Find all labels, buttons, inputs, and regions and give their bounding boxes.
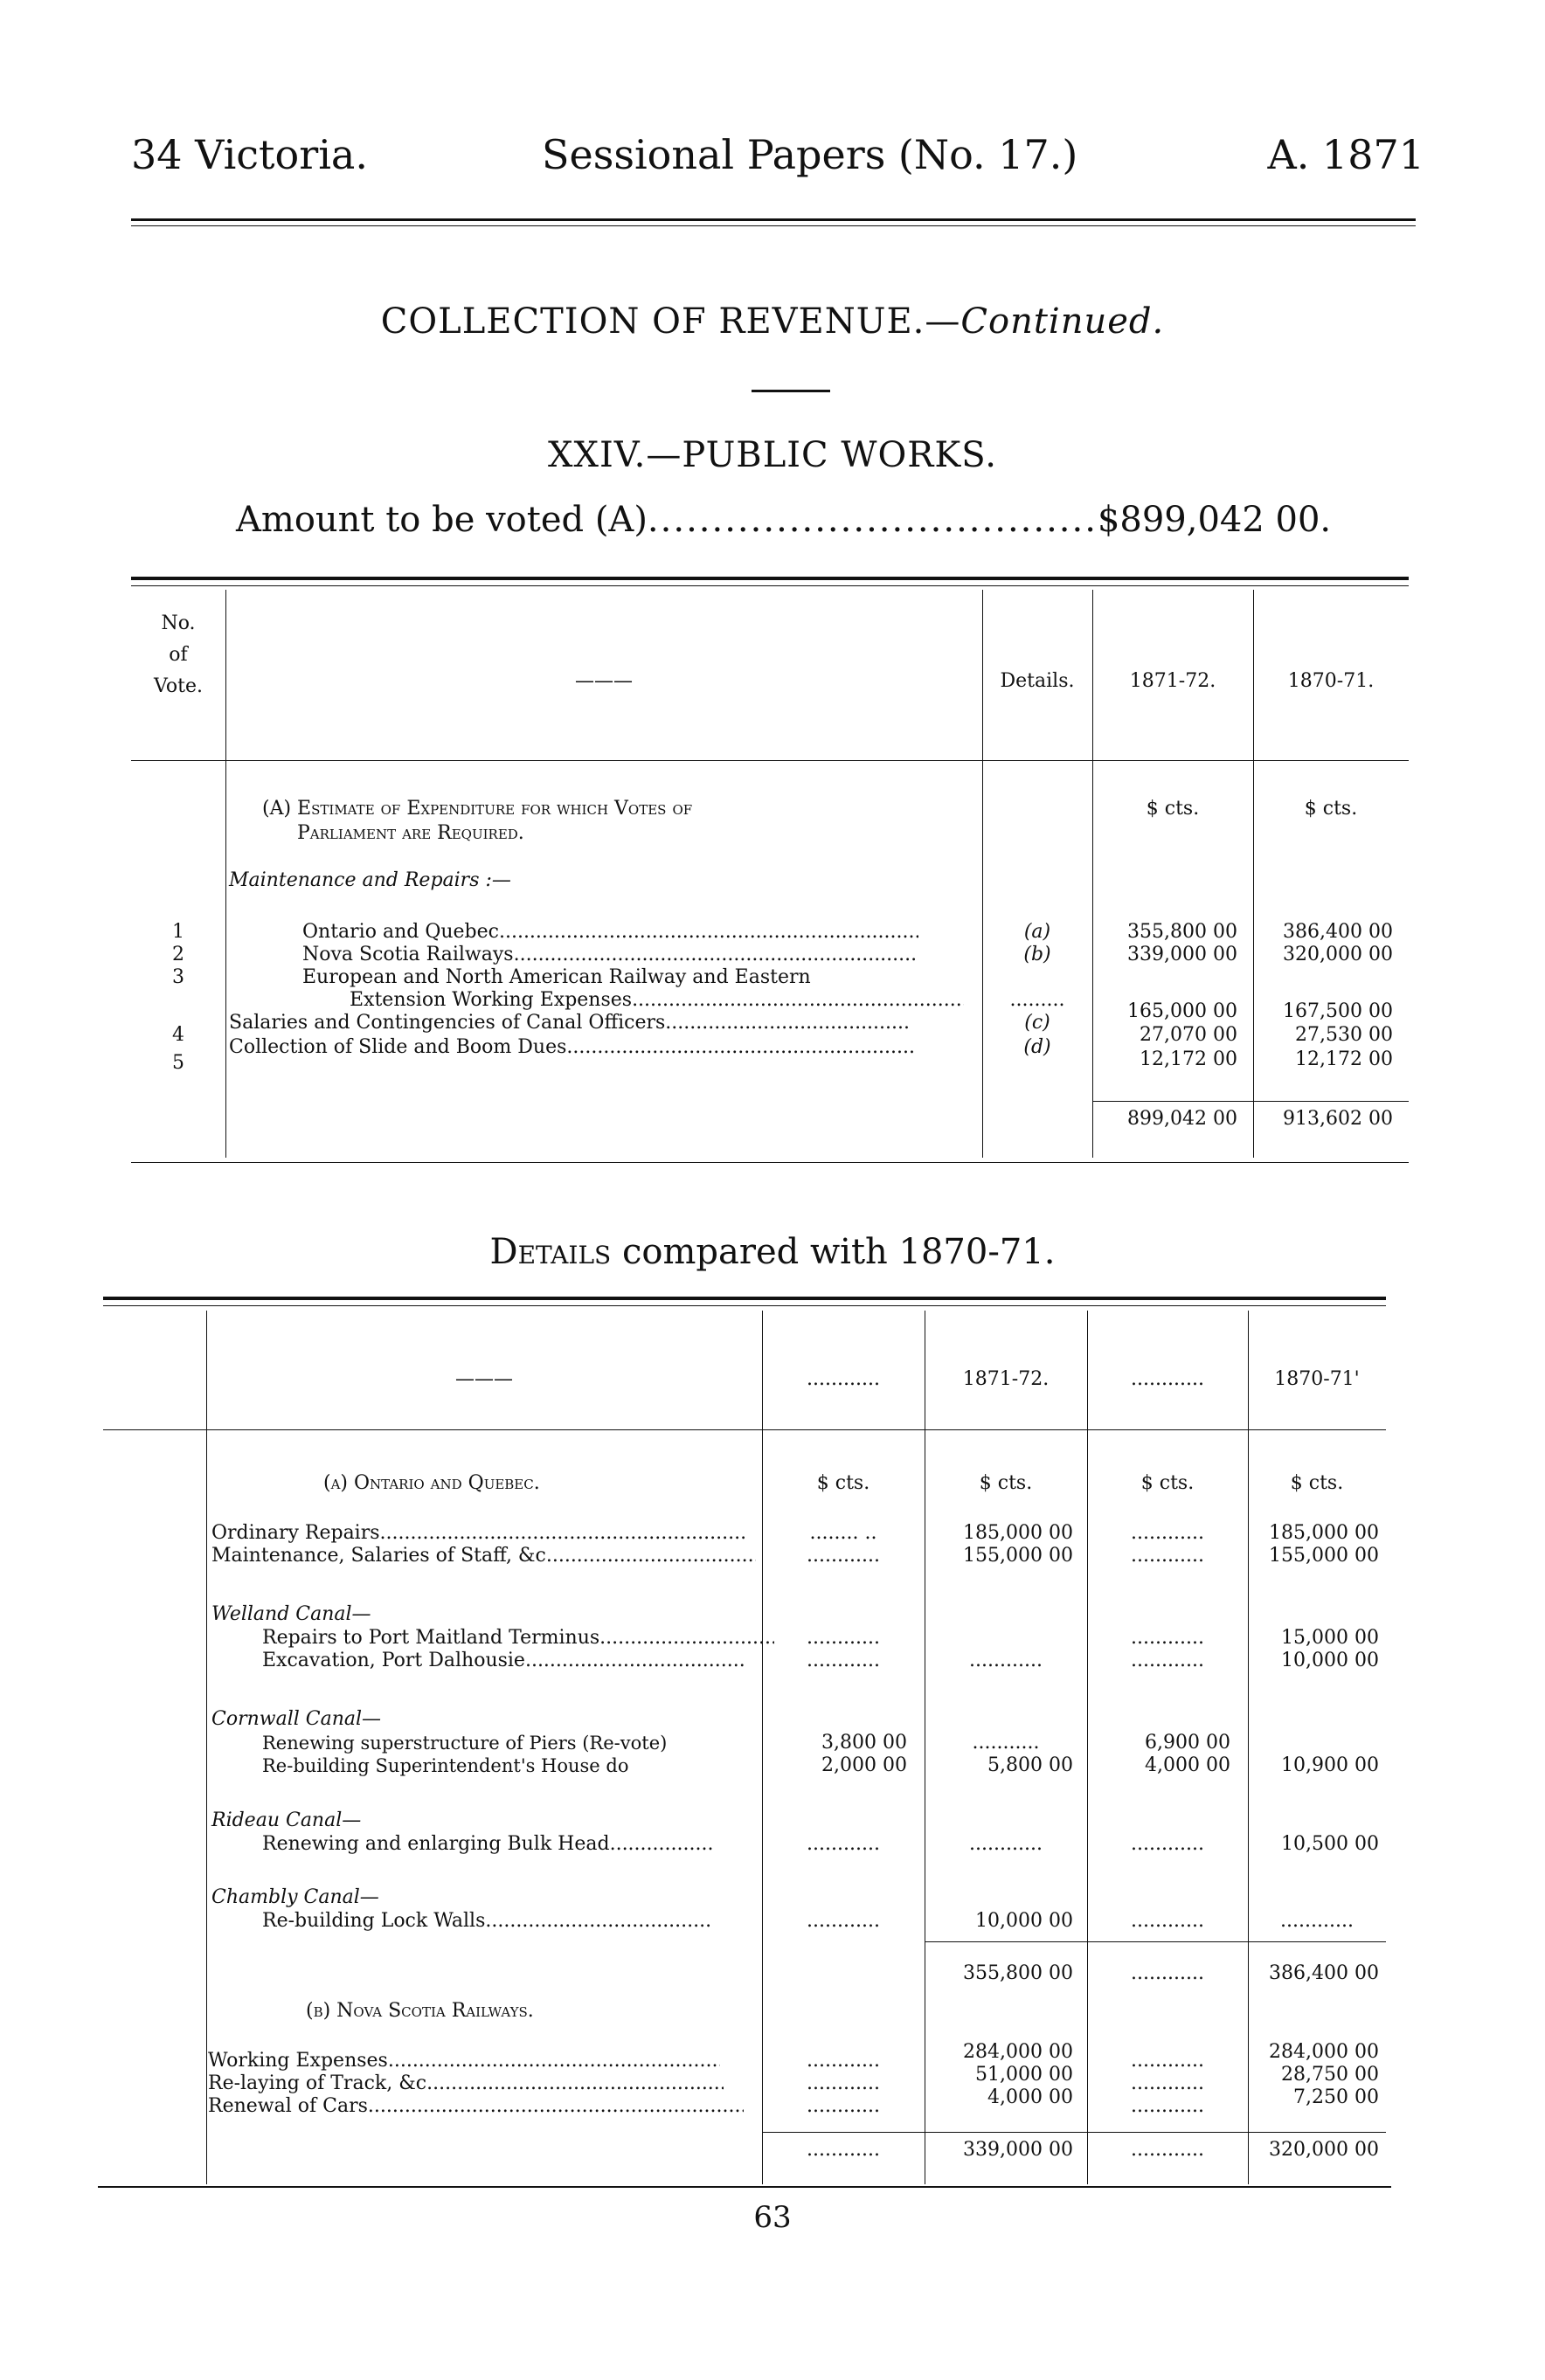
header-rule-thin [131,225,1416,226]
header-description: ——— [575,670,633,692]
header-rule [131,218,1416,221]
header-col-3: ............ [1131,1368,1204,1390]
chambly-canal-label: Chambly Canal— [211,1886,379,1908]
header-1870-71: 1870-71' [1274,1368,1360,1390]
sub-title: XXIV.—PUBLIC WORKS. [548,435,997,475]
section-ontario-quebec: (a) Ontario and Quebec. [323,1472,540,1494]
header-details: Details. [1000,670,1075,692]
rideau-canal-label: Rideau Canal— [211,1809,362,1831]
header-vote-no: No. of Vote. [154,612,203,697]
details-title: Details compared with 1870-71. [489,1232,1056,1272]
header-right: A. 1871 [1267,131,1424,178]
header-1870-71: 1870-71. [1287,670,1375,692]
header-center: Sessional Papers (No. 17.) [542,131,1078,178]
amount-to-be-voted: Amount to be voted (A)...................................$899,042 00. [236,500,1332,540]
header-left: 34 Victoria. [131,131,368,178]
header-1871-72: 1871-72. [1129,670,1216,692]
section-nova-scotia-railways: (b) Nova Scotia Railways. [306,2000,534,2022]
welland-canal-label: Welland Canal— [211,1603,371,1625]
section-title: COLLECTION OF REVENUE.—Continued. [380,301,1165,342]
title-divider [752,390,830,392]
group-label: Maintenance and Repairs :— [229,869,511,891]
running-header [131,131,1424,183]
estimate-heading-2: Parliament are Required. [297,822,524,844]
page-number: 63 [753,2200,792,2235]
cornwall-canal-label: Cornwall Canal— [211,1708,382,1730]
units-1871-72: $ cts. [1146,798,1200,820]
document-page: 34 Victoria. Sessional Papers (No. 17.) A. 1871 COLLECTION OF REVENUE.—Continued. XXIV.—PUBLIC WORKS. Amount to be voted (A)...................................$899,042 00. No. of Vote. ——— Details. 1871-72. 1870-71. (A) Estimate of Expenditure for which Votes of Parliament are Required. $ cts. $ cts. Maintenance and Repairs :— 1 Ontario and Quebec..... (a) 355,800 00 386,400 00 2 Nova Scotia Railways..... (b) 339,000 00 320,000 00 3 European and North American Railway and Eastern Extension Working Expenses..... ......... 165,000 00 167,500 00 4 Salaries and Contingencies of Canal Officers..... (c) 27,070 00 27,530 00 5 Collection of Slide and Boom Dues..... (d) 12,172 00 12,172 00 899,042 00 913,602 00 Details compared with 1870-71. ——— ............ 1871-72. ............ 1870-71' (a) Ontario and Quebec. $ cts. $ cts. $ cts. $ cts. Ordinary Repairs..... ........ .. 185,000 00 ............ 185,000 00 Maintenance, Salaries of Staff, &c..... ............ 155,000 00 ............ 155,000 00 Welland Canal— Repairs to Port Maitland Terminus..... ............ ............ 15,000 00 Excavation, Port Dalhousie..... ............ ............ ............ 10,000 00 Cornwall Canal— Renewing superstructure of Piers (Re-vote) 3,800 00 ........... 6,900 00 Re-building Superintendent's House do 2,000 00 5,800 00 4,000 00 10,900 00 Rideau Canal— Renewing and enlarging Bulk Head..... ............ ............ ............ 10,500 00 Chambly Canal— Re-building Lock Walls..... ............ 10,000 00 ............ ............ 355,800 00 ............ 386,400 00 (b) Nova Scotia Railways. Working Expenses..... ............ 284,000 00 ............ 284,000 00 Re-laying of Track, &c..... ............ 51,000 00 ............ 28,750 00 Renewal of Cars..... ............ 4,000 00 ............ 7,250 00 ............ 339,000 00 ............ 320,000 00 63 [0,0,1545,2380]
units-1870-71: $ cts. [1304,798,1358,820]
estimate-heading: (A) Estimate of Expenditure for which Votes of [262,798,693,820]
header-1871-72: 1871-72. [962,1368,1050,1390]
footer-rule [98,2186,1391,2188]
header-col-1: ............ [807,1368,880,1390]
header-description: ——— [455,1368,513,1390]
